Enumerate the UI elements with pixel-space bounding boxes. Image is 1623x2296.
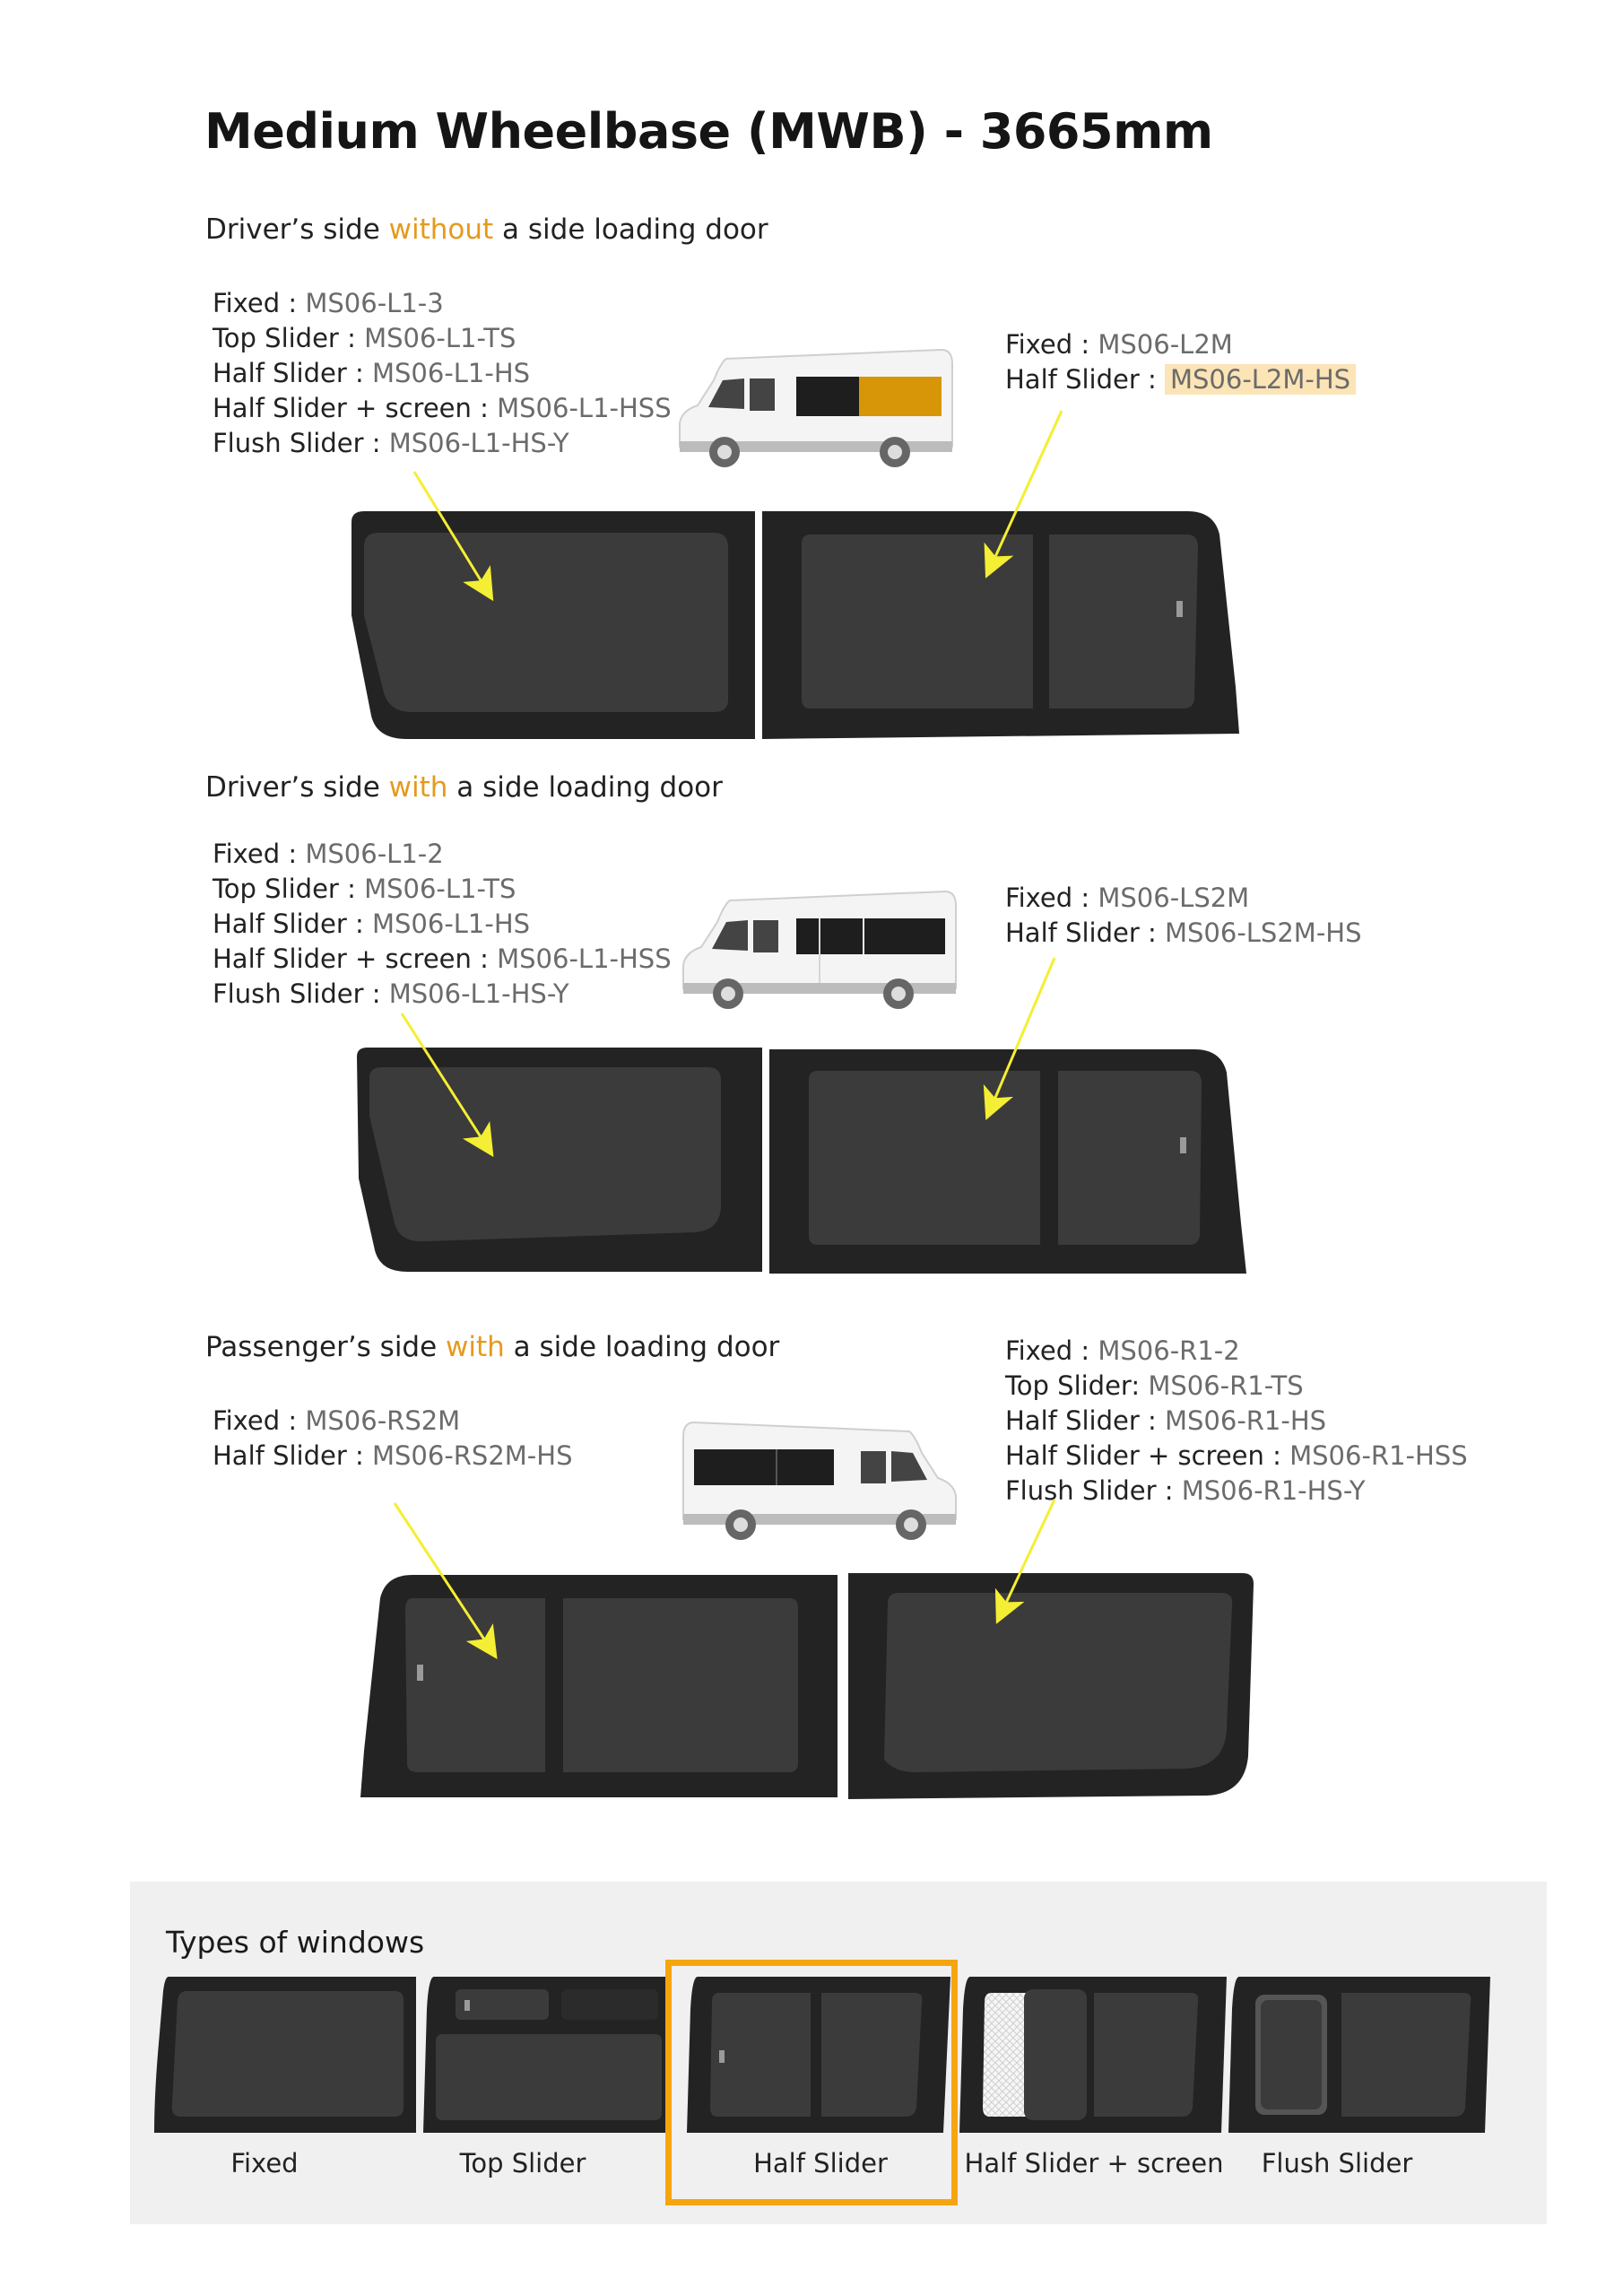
arrow — [990, 958, 1055, 1110]
spec-row: Fixed : MS06-LS2M — [1005, 883, 1250, 913]
type-label: Flush Slider — [1261, 2148, 1413, 2179]
spec-row: Half Slider + screen : MS06-L1-HSS — [213, 393, 672, 423]
arrow — [414, 472, 488, 592]
page-title: Medium Wheelbase (MWB) - 3665mm — [204, 103, 1213, 160]
spec-row: Top Slider : MS06-L1-TS — [213, 874, 516, 904]
heading-emphasis: without — [388, 213, 494, 246]
type-label: Half Slider + screen — [964, 2148, 1224, 2179]
section-heading-driver-with: Driver’s side with a side loading door — [205, 771, 723, 804]
spec-row: Fixed : MS06-L2M — [1005, 329, 1233, 360]
spec-row: Fixed : MS06-L1-2 — [213, 839, 444, 869]
type-label: Half Slider — [753, 2148, 888, 2179]
spec-row: Half Slider + screen : MS06-R1-HSS — [1005, 1440, 1468, 1471]
spec-row: Flush Slider : MS06-L1-HS-Y — [213, 978, 569, 1009]
spec-row: Flush Slider : MS06-L1-HS-Y — [213, 428, 569, 458]
arrow — [990, 411, 1062, 569]
type-half-slider-screen-window — [956, 1973, 1228, 2136]
spec-row: Top Slider : MS06-L1-TS — [213, 323, 516, 353]
arrow — [395, 1503, 491, 1650]
spec-row: Half Slider : MS06-L1-HS — [213, 358, 531, 388]
selected-type-highlight[interactable] — [665, 1960, 958, 2205]
spec-row: Half Slider : MS06-LS2M-HS — [1005, 918, 1362, 948]
type-fixed-window — [151, 1973, 418, 2136]
arrow — [1001, 1500, 1055, 1614]
spec-row: Fixed : MS06-L1-3 — [213, 288, 444, 318]
type-label: Top Slider — [459, 2148, 586, 2179]
spec-row: Half Slider : MS06-L1-HS — [213, 909, 531, 939]
arrow — [402, 1013, 488, 1148]
spec-row: Fixed : MS06-RS2M — [213, 1405, 461, 1436]
type-flush-slider-window — [1225, 1973, 1494, 2136]
spec-row: Fixed : MS06-R1-2 — [1005, 1335, 1240, 1366]
types-title: Types of windows — [166, 1925, 425, 1960]
section-heading-passenger-with: Passenger’s side with a side loading door — [205, 1331, 780, 1363]
spec-row: Flush Slider : MS06-R1-HS-Y — [1005, 1475, 1366, 1506]
spec-row: Half Slider : MS06-R1-HS — [1005, 1405, 1327, 1436]
spec-row: Half Slider : MS06-RS2M-HS — [213, 1440, 573, 1471]
spec-row: Top Slider: MS06-R1-TS — [1005, 1370, 1304, 1401]
spec-row: Half Slider : MS06-L2M-HS — [1005, 362, 1356, 397]
heading-text: a side loading door — [493, 213, 768, 246]
type-label: Fixed — [230, 2148, 299, 2179]
heading-text: Driver’s side — [205, 213, 389, 246]
highlighted-code: MS06-L2M-HS — [1165, 364, 1356, 395]
type-top-slider-window — [420, 1973, 671, 2136]
spec-row: Half Slider + screen : MS06-L1-HSS — [213, 944, 672, 974]
